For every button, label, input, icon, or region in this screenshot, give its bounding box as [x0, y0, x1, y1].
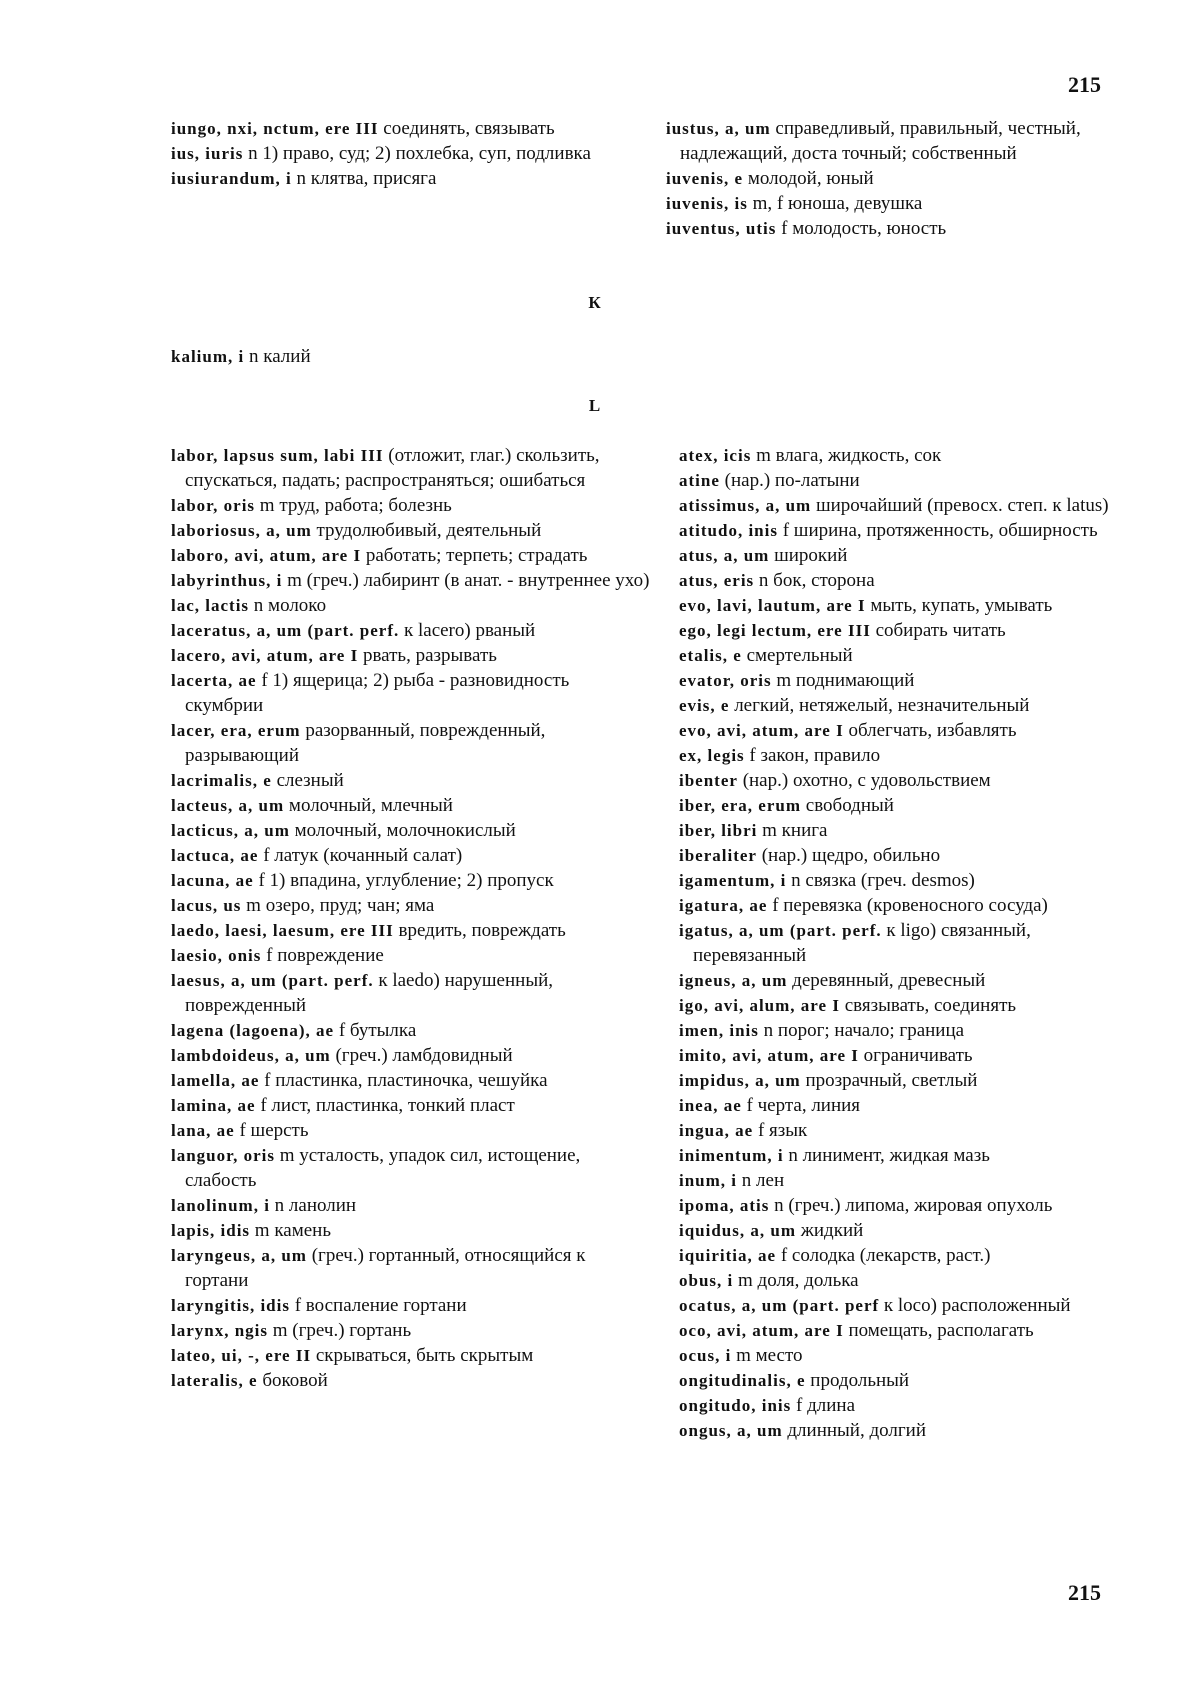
- entry-translation: боковой: [257, 1370, 328, 1391]
- dictionary-entry: [171, 443, 651, 493]
- dictionary-entry: [666, 116, 1126, 166]
- dictionary-entry: [171, 166, 641, 191]
- entry-headword: lacuna, ae: [171, 871, 254, 890]
- entry-headword: laryngeus, a, um: [171, 1246, 307, 1265]
- dictionary-entry: [171, 1218, 651, 1243]
- entry-translation: m, f юноша, девушка: [747, 193, 923, 214]
- dictionary-entry: [679, 493, 1139, 518]
- entry-headword: igo, avi, alum, are I: [679, 996, 840, 1015]
- dictionary-entry: [679, 993, 1139, 1018]
- entry-headword: lacus, us: [171, 896, 242, 915]
- entry-headword: lacero, avi, atum, are I: [171, 646, 359, 665]
- dictionary-entry: [679, 1018, 1139, 1043]
- dictionary-entry: [679, 843, 1139, 868]
- entry-translation: облегчать, избавлять: [843, 720, 1017, 741]
- entry-translation: смертельный: [741, 645, 853, 666]
- dictionary-entry: [171, 968, 651, 1018]
- entry-headword: ex, legis: [679, 746, 745, 765]
- dictionary-entry: [679, 1343, 1139, 1368]
- entry-headword: kalium, i: [171, 347, 245, 366]
- dictionary-entry: [171, 1093, 651, 1118]
- column-top-right: [666, 116, 1126, 241]
- entry-translation: к ligo) связанный, перевязанный: [693, 920, 1031, 966]
- entry-headword: obus, i: [679, 1271, 734, 1290]
- entry-headword: ongus, a, um: [679, 1421, 783, 1440]
- entry-headword: ongitudinalis, e: [679, 1371, 806, 1390]
- entry-translation: работать; терпеть; страдать: [361, 545, 588, 566]
- entry-headword: ocus, i: [679, 1346, 732, 1365]
- entry-translation: m доля, долька: [733, 1270, 859, 1291]
- dictionary-entry: [171, 918, 651, 943]
- entry-translation: прозрачный, светлый: [800, 1070, 978, 1091]
- dictionary-entry: [666, 166, 1126, 191]
- entry-translation: f пластинка, пластиночка, чешуйка: [259, 1070, 548, 1091]
- dictionary-entry: [679, 893, 1139, 918]
- dictionary-entry: [171, 1343, 651, 1368]
- entry-translation: n калий: [244, 346, 311, 367]
- entry-translation: к lacero) рваный: [399, 620, 536, 641]
- entry-translation: f молодость, юность: [776, 218, 947, 239]
- entry-headword: igatura, ae: [679, 896, 768, 915]
- dictionary-entry: [679, 618, 1139, 643]
- entry-translation: f солодка (лекарств, раст.): [776, 1245, 991, 1266]
- entry-headword: larynx, ngis: [171, 1321, 269, 1340]
- dictionary-entry: [171, 1043, 651, 1068]
- dictionary-entry: [171, 1118, 651, 1143]
- entry-headword: lacerta, ae: [171, 671, 257, 690]
- entry-translation: продольный: [805, 1370, 910, 1391]
- entry-headword: evo, avi, atum, are I: [679, 721, 844, 740]
- dictionary-entry: [679, 1043, 1139, 1068]
- entry-translation: (нар.) по-латыни: [719, 470, 860, 491]
- dictionary-entry: [679, 743, 1139, 768]
- entry-headword: impidus, a, um: [679, 1071, 801, 1090]
- dictionary-entry: [171, 518, 651, 543]
- dictionary-entry: [679, 1243, 1139, 1268]
- entry-headword: lacteus, a, um: [171, 796, 285, 815]
- dictionary-entry: [679, 593, 1139, 618]
- entry-translation: f длина: [791, 1395, 856, 1416]
- entry-translation: (нар.) охотно, с удовольствием: [737, 770, 991, 791]
- entry-headword: ego, legi lectum, ere III: [679, 621, 871, 640]
- entry-headword: iusiurandum, i: [171, 169, 292, 188]
- entry-translation: молочный, молочнокислый: [289, 820, 516, 841]
- entry-translation: f шерсть: [234, 1120, 309, 1141]
- dictionary-entry: [171, 1068, 651, 1093]
- entry-headword: labor, lapsus sum, labi III: [171, 446, 384, 465]
- entry-translation: f язык: [753, 1120, 808, 1141]
- entry-translation: соединять, связывать: [378, 118, 555, 139]
- entry-translation: ограничивать: [858, 1045, 973, 1066]
- entry-headword: laryngitis, idis: [171, 1296, 290, 1315]
- entry-headword: lana, ae: [171, 1121, 235, 1140]
- entry-translation: связывать, соединять: [839, 995, 1017, 1016]
- entry-headword: imen, inis: [679, 1021, 759, 1040]
- entry-headword: lanolinum, i: [171, 1196, 270, 1215]
- entry-headword: lambdoideus, a, um: [171, 1046, 331, 1065]
- dictionary-entry: [171, 593, 651, 618]
- entry-translation: n лен: [737, 1170, 785, 1191]
- dictionary-entry: [679, 443, 1139, 468]
- entry-headword: lacticus, a, um: [171, 821, 290, 840]
- entry-headword: ibenter: [679, 771, 738, 790]
- entry-translation: рвать, разрывать: [358, 645, 497, 666]
- entry-translation: длинный, долгий: [782, 1420, 927, 1441]
- entry-translation: n порог; начало; граница: [758, 1020, 965, 1041]
- dictionary-entry: [171, 1018, 651, 1043]
- dictionary-entry: [679, 1293, 1139, 1318]
- dictionary-entry: [679, 518, 1139, 543]
- entry-headword: igatus, a, um (part. perf.: [679, 921, 882, 940]
- dictionary-entry: [171, 543, 651, 568]
- dictionary-entry: [679, 1218, 1139, 1243]
- entry-headword: lateo, ui, -, ere II: [171, 1346, 312, 1365]
- entry-headword: iberaliter: [679, 846, 757, 865]
- dictionary-entry: [679, 768, 1139, 793]
- dictionary-entry: [171, 1318, 651, 1343]
- dictionary-entry: [171, 768, 651, 793]
- dictionary-entry: [171, 141, 641, 166]
- entry-headword: iquiritia, ae: [679, 1246, 777, 1265]
- section-heading-k: К: [588, 293, 601, 312]
- dictionary-entry: [171, 1293, 651, 1318]
- entry-headword: lateralis, e: [171, 1371, 258, 1390]
- entry-translation: f латук (кочанный салат): [258, 845, 463, 866]
- entry-translation: вредить, повреждать: [393, 920, 566, 941]
- entry-headword: lamina, ae: [171, 1096, 256, 1115]
- dictionary-entry-kalium: [171, 344, 311, 369]
- dictionary-entry: [171, 568, 651, 593]
- entry-headword: iber, era, erum: [679, 796, 802, 815]
- dictionary-entry: [679, 1418, 1139, 1443]
- entry-translation: молочный, млечный: [284, 795, 453, 816]
- entry-translation: деревянный, древесный: [787, 970, 986, 991]
- entry-headword: inea, ae: [679, 1096, 742, 1115]
- entry-headword: oco, avi, atum, are I: [679, 1321, 844, 1340]
- entry-headword: laboriosus, a, um: [171, 521, 312, 540]
- entry-headword: iuventus, utis: [666, 219, 777, 238]
- entry-translation: (греч.) гортанный, относящийся к гортани: [185, 1245, 586, 1291]
- entry-headword: iustus, a, um: [666, 119, 771, 138]
- section-heading-l: L: [588, 396, 601, 415]
- entry-headword: atissimus, a, um: [679, 496, 812, 515]
- dictionary-entry: [666, 191, 1126, 216]
- dictionary-entry: [679, 643, 1139, 668]
- entry-headword: laedo, laesi, laesum, ere III: [171, 921, 394, 940]
- entry-translation: n (греч.) липома, жировая опухоль: [769, 1195, 1053, 1216]
- page-number-bottom: 215: [1068, 1580, 1101, 1605]
- dictionary-entry: [679, 868, 1139, 893]
- dictionary-entry: [171, 116, 641, 141]
- entry-translation: f бутылка: [334, 1020, 417, 1041]
- entry-headword: lagena (lagoena), ae: [171, 1021, 335, 1040]
- column-l-left: [171, 443, 651, 1393]
- dictionary-entry: [679, 468, 1139, 493]
- entry-translation: n 1) право, суд; 2) похлебка, суп, подливка: [243, 143, 591, 164]
- dictionary-entry: [679, 1093, 1139, 1118]
- entry-headword: laesio, onis: [171, 946, 262, 965]
- entry-headword: igamentum, i: [679, 871, 787, 890]
- dictionary-entry: [171, 1193, 651, 1218]
- entry-translation: собирать читать: [870, 620, 1006, 641]
- entry-translation: m труд, работа; болезнь: [255, 495, 452, 516]
- entry-translation: свободный: [801, 795, 894, 816]
- column-top-left: [171, 116, 641, 191]
- entry-translation: f ширина, протяженность, обширность: [777, 520, 1098, 541]
- entry-headword: lactuca, ae: [171, 846, 259, 865]
- entry-translation: слезный: [271, 770, 344, 791]
- dictionary-entry: [171, 793, 651, 818]
- entry-translation: широкий: [769, 545, 848, 566]
- entry-headword: laesus, a, um (part. perf.: [171, 971, 374, 990]
- entry-translation: f черта, линия: [741, 1095, 861, 1116]
- entry-translation: справедливый, правильный, честный, надлежащий, доста точный; собственный: [680, 118, 1081, 164]
- entry-headword: inimentum, i: [679, 1146, 784, 1165]
- entry-translation: m место: [731, 1345, 803, 1366]
- dictionary-entry: [679, 1143, 1139, 1168]
- entry-headword: evis, e: [679, 696, 730, 715]
- entry-headword: lapis, idis: [171, 1221, 251, 1240]
- entry-headword: ipoma, atis: [679, 1196, 770, 1215]
- entry-translation: (отложит, глаг.) скользить, спускаться, падать; распространяться; ошибаться: [185, 445, 600, 491]
- entry-translation: m книга: [757, 820, 828, 841]
- dictionary-entry: [679, 1193, 1139, 1218]
- dictionary-entry: [679, 1168, 1139, 1193]
- entry-headword: ius, iuris: [171, 144, 244, 163]
- entry-translation: f закон, правило: [744, 745, 881, 766]
- entry-translation: m озеро, пруд; чан; яма: [241, 895, 435, 916]
- entry-translation: скрываться, быть скрытым: [311, 1345, 534, 1366]
- dictionary-entry: [171, 943, 651, 968]
- entry-translation: (греч.) ламбдовидный: [330, 1045, 513, 1066]
- dictionary-entry: [171, 668, 651, 718]
- entry-headword: etalis, e: [679, 646, 742, 665]
- entry-headword: evator, oris: [679, 671, 772, 690]
- entry-headword: lamella, ae: [171, 1071, 260, 1090]
- entry-headword: atitudo, inis: [679, 521, 778, 540]
- entry-translation: m (греч.) гортань: [268, 1320, 412, 1341]
- dictionary-entry: [171, 868, 651, 893]
- entry-headword: lacrimalis, e: [171, 771, 272, 790]
- entry-translation: (нар.) щедро, обильно: [756, 845, 941, 866]
- entry-headword: ocatus, a, um (part. perf: [679, 1296, 880, 1315]
- entry-translation: m поднимающий: [771, 670, 915, 691]
- dictionary-entry: [679, 543, 1139, 568]
- dictionary-entry: [171, 1243, 651, 1293]
- dictionary-entry: [171, 643, 651, 668]
- dictionary-entry: [679, 793, 1139, 818]
- entry-translation: жидкий: [796, 1220, 864, 1241]
- dictionary-entry: [679, 1068, 1139, 1093]
- dictionary-entry: [679, 968, 1139, 993]
- dictionary-entry: [679, 1268, 1139, 1293]
- entry-headword: atus, a, um: [679, 546, 770, 565]
- entry-headword: laboro, avi, atum, are I: [171, 546, 362, 565]
- entry-translation: n молоко: [249, 595, 327, 616]
- entry-translation: к laedo) нарушенный, поврежденный: [185, 970, 553, 1016]
- entry-headword: ongitudo, inis: [679, 1396, 792, 1415]
- entry-translation: n бок, сторона: [754, 570, 875, 591]
- entry-headword: iquidus, a, um: [679, 1221, 796, 1240]
- entry-headword: iuvenis, is: [666, 194, 748, 213]
- entry-headword: inum, i: [679, 1171, 738, 1190]
- dictionary-entry: [171, 893, 651, 918]
- entry-translation: f лист, пластинка, тонкий пласт: [255, 1095, 515, 1116]
- entry-headword: labor, oris: [171, 496, 256, 515]
- entry-headword: laceratus, a, um (part. perf.: [171, 621, 400, 640]
- dictionary-entry: [679, 1318, 1139, 1343]
- dictionary-entry: [679, 1368, 1139, 1393]
- entry-headword: atus, eris: [679, 571, 755, 590]
- dictionary-entry: [679, 668, 1139, 693]
- entry-headword: imito, avi, atum, are I: [679, 1046, 859, 1065]
- entry-headword: lac, lactis: [171, 596, 250, 615]
- entry-translation: f перевязка (кровеносного сосуда): [767, 895, 1048, 916]
- entry-translation: f воспаление гортани: [289, 1295, 467, 1316]
- dictionary-entry: [679, 818, 1139, 843]
- dictionary-entry: [679, 1393, 1139, 1418]
- entry-headword: languor, oris: [171, 1146, 276, 1165]
- entry-translation: f 1) ящерица; 2) рыба - разновидность скумбрии: [185, 670, 570, 716]
- entry-headword: lacer, era, erum: [171, 721, 301, 740]
- entry-headword: igneus, a, um: [679, 971, 788, 990]
- dictionary-entry: [171, 818, 651, 843]
- page-number-top: 215: [1068, 72, 1101, 97]
- entry-translation: n линимент, жидкая мазь: [783, 1145, 990, 1166]
- entry-translation: m камень: [250, 1220, 331, 1241]
- dictionary-entry: [171, 1368, 651, 1393]
- entry-translation: m усталость, упадок сил, истощение, слабость: [185, 1145, 581, 1191]
- column-l-right: [679, 443, 1139, 1443]
- dictionary-entry: [679, 568, 1139, 593]
- entry-headword: iungo, nxi, nctum, ere III: [171, 119, 379, 138]
- dictionary-entry: [171, 1143, 651, 1193]
- entry-translation: к loco) расположенный: [879, 1295, 1071, 1316]
- entry-headword: atine: [679, 471, 720, 490]
- dictionary-entry: [679, 1118, 1139, 1143]
- dictionary-entry: [171, 493, 651, 518]
- entry-headword: iuvenis, e: [666, 169, 744, 188]
- entry-translation: n клятва, присяга: [291, 168, 437, 189]
- entry-headword: atex, icis: [679, 446, 752, 465]
- dictionary-entry: [679, 693, 1139, 718]
- entry-headword: evo, lavi, lautum, are I: [679, 596, 866, 615]
- entry-translation: помещать, располагать: [843, 1320, 1034, 1341]
- entry-translation: n ланолин: [269, 1195, 357, 1216]
- dictionary-entry: [679, 918, 1139, 968]
- entry-translation: f 1) впадина, углубление; 2) пропуск: [253, 870, 554, 891]
- entry-translation: n связка (греч. desmos): [786, 870, 975, 891]
- dictionary-entry: [171, 843, 651, 868]
- entry-translation: легкий, нетяжелый, незначительный: [729, 695, 1030, 716]
- dictionary-entry: [679, 718, 1139, 743]
- entry-translation: широчайший (превосх. степ. к latus): [811, 495, 1109, 516]
- entry-translation: m (греч.) лабиринт (в анат. - внутреннее ухо): [282, 570, 650, 591]
- dictionary-entry: [171, 618, 651, 643]
- entry-translation: f повреждение: [261, 945, 384, 966]
- dictionary-entry: [171, 718, 651, 768]
- entry-headword: iber, libri: [679, 821, 758, 840]
- entry-headword: ingua, ae: [679, 1121, 754, 1140]
- entry-translation: молодой, юный: [743, 168, 874, 189]
- dictionary-entry: [666, 216, 1126, 241]
- entry-headword: labyrinthus, i: [171, 571, 283, 590]
- entry-translation: трудолюбивый, деятельный: [311, 520, 542, 541]
- entry-translation: m влага, жидкость, сок: [751, 445, 942, 466]
- entry-translation: разорванный, поврежденный, разрывающий: [185, 720, 546, 766]
- entry-translation: мыть, купать, умывать: [865, 595, 1053, 616]
